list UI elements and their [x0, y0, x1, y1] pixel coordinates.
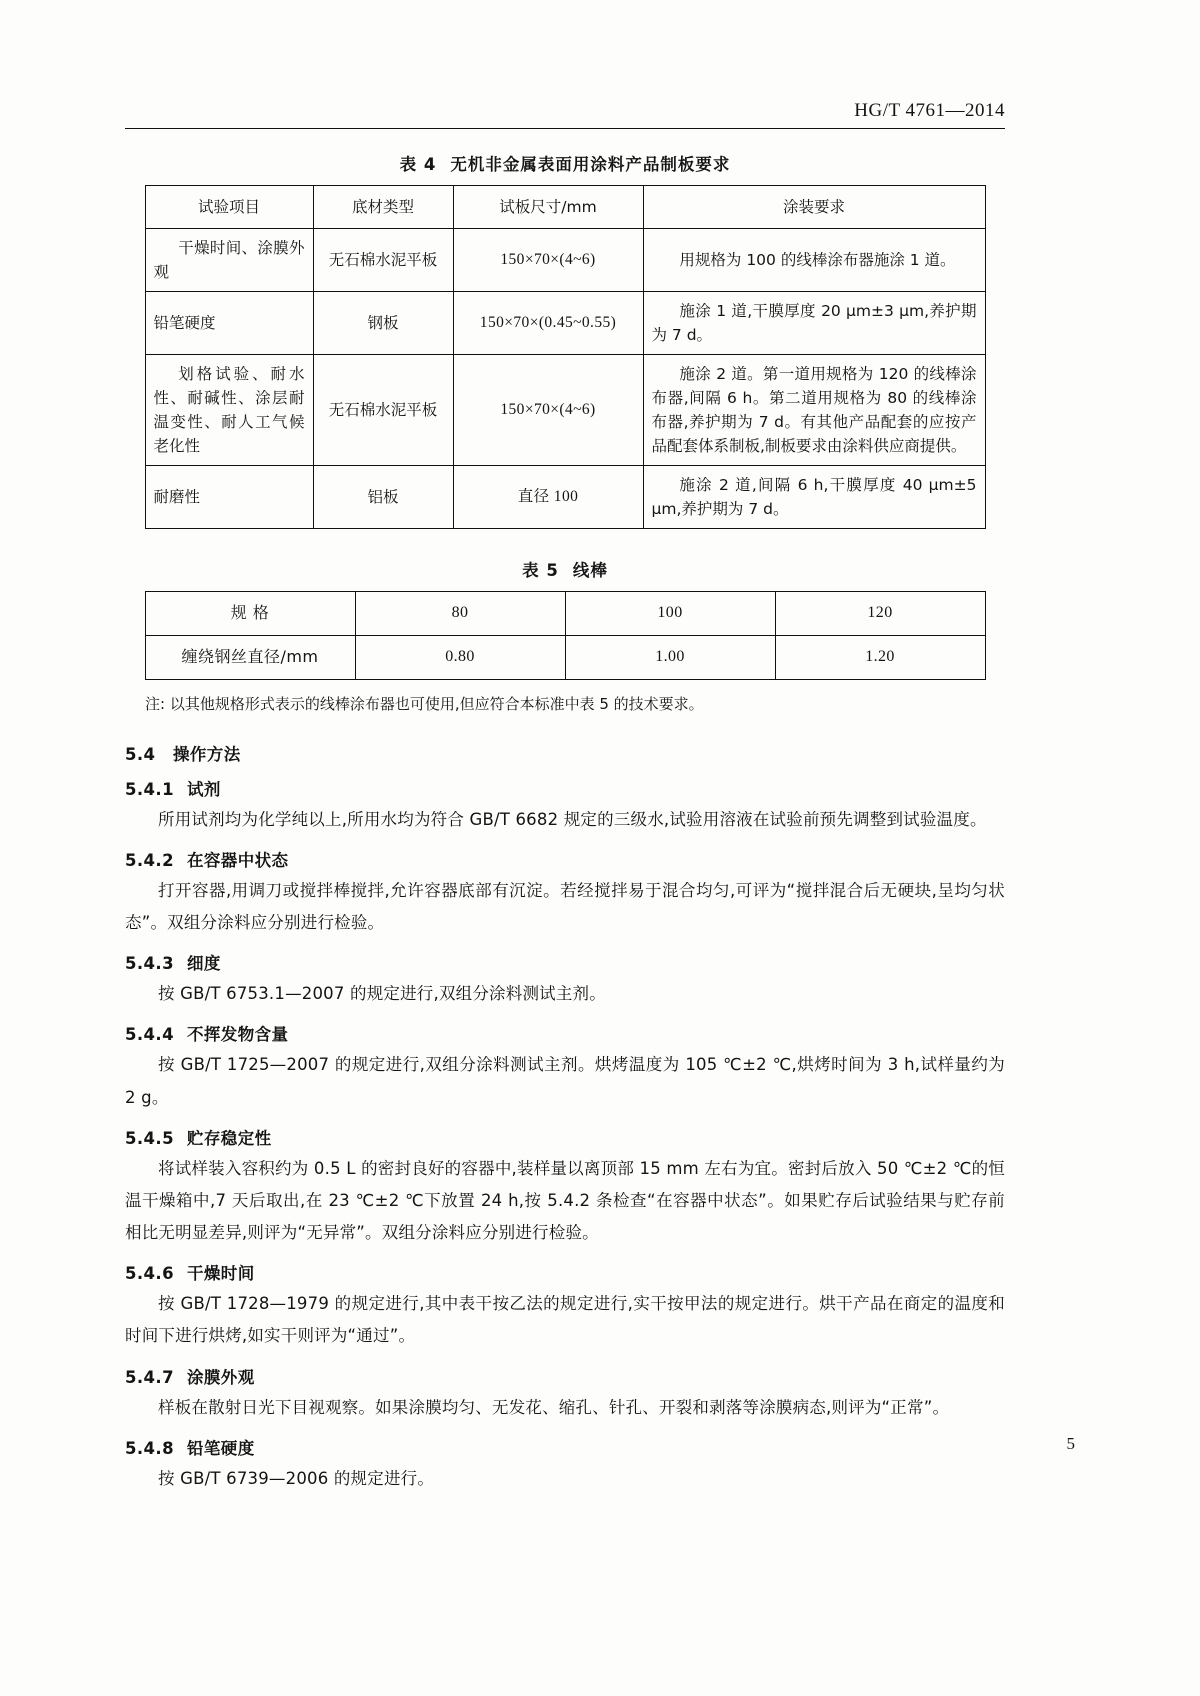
section-paragraph: 按 GB/T 1725—2007 的规定进行,双组分涂料测试主剂。烘烤温度为 105 ℃±2 ℃,烘烤时间为 3 h,试样量约为 2 g。 [125, 1055, 1005, 1107]
section-number: 5.4.3 [125, 954, 174, 974]
section-title: 操作方法 [173, 744, 241, 764]
table5-spec-100: 100 [565, 592, 775, 636]
table4-r2-size: 150×70×(4~6) [453, 355, 643, 466]
section-number: 5.4.4 [125, 1025, 174, 1045]
section-number: 5.4.8 [125, 1438, 174, 1458]
table5-spec-120: 120 [775, 592, 985, 636]
table5-diameter-80: 0.80 [355, 635, 565, 679]
table5-diameter-100: 1.00 [565, 635, 775, 679]
table4-header-row [145, 186, 985, 229]
table4-r0-item: 干燥时间、涂膜外观 [145, 229, 313, 292]
table4-caption-label: 表 4 [399, 155, 437, 174]
table4-r2-requirement: 施涂 2 道。第一道用规格为 120 的线棒涂布器,间隔 6 h。第二道用规格为 80 的线棒涂布器,养护期为 7 d。有其他产品配套的应按产品配套体系制板,制板要求由涂料供应商提供。 [643, 355, 985, 466]
section-paragraph: 所用试剂均为化学纯以上,所用水均为符合 GB/T 6682 规定的三级水,试验用溶液在试验前预先调整到试验温度。 [158, 809, 987, 829]
section-5-4-5 [125, 1125, 1005, 1250]
table5-caption [125, 557, 1005, 581]
table4-r3-requirement: 施涂 2 道,间隔 6 h,干膜厚度 40 μm±5 μm,养护期为 7 d。 [643, 466, 985, 529]
section-5-4-8 [125, 1435, 1005, 1495]
table4-r2-substrate: 无石棉水泥平板 [313, 355, 453, 466]
table5-row-label-diameter: 缠绕钢丝直径/mm [145, 635, 355, 679]
table4-caption-title: 无机非金属表面用涂料产品制板要求 [450, 155, 731, 174]
section-number: 5.4.5 [125, 1128, 174, 1148]
table4-caption [125, 151, 1005, 175]
section-number: 5.4.6 [125, 1264, 174, 1284]
table5-caption-title: 线棒 [572, 561, 608, 581]
section-heading [125, 776, 1005, 800]
section-paragraph: 打开容器,用调刀或搅拌棒搅拌,允许容器底部有沉淀。若经搅拌易于混合均匀,可评为“搅拌混合后无硬块,呈均匀状态”。双组分涂料应分别进行检验。 [125, 880, 1005, 933]
section-5-4-4 [125, 1021, 1005, 1113]
section-5-4-2 [125, 847, 1005, 939]
page-content [125, 100, 1005, 1497]
table4-r1-requirement: 施涂 1 道,干膜厚度 20 μm±3 μm,养护期为 7 d。 [643, 292, 985, 355]
table4-r3-item: 耐磨性 [145, 466, 313, 529]
section-title: 在容器中状态 [187, 850, 289, 870]
section-paragraph: 按 GB/T 6753.1—2007 的规定进行,双组分涂料测试主剂。 [158, 984, 606, 1004]
table-row [145, 355, 985, 466]
table4 [145, 185, 986, 529]
table5-row-label-spec: 规 格 [145, 592, 355, 636]
section-heading [125, 847, 1005, 871]
page-number: 5 [1066, 1434, 1075, 1453]
table4-r3-substrate: 铝板 [313, 466, 453, 529]
section-heading [125, 1435, 1005, 1459]
section-title: 贮存稳定性 [187, 1128, 272, 1148]
table4-r0-substrate: 无石棉水泥平板 [313, 229, 453, 292]
table4-r0-size: 150×70×(4~6) [453, 229, 643, 292]
table4-col-item: 试验项目 [145, 186, 313, 229]
table4-r1-substrate: 钢板 [313, 292, 453, 355]
section-heading [125, 741, 1005, 765]
section-paragraph: 样板在散射日光下目视观察。如果涂膜均匀、无发花、缩孔、针孔、开裂和剥落等涂膜病态,则评为“正常”。 [158, 1397, 950, 1417]
section-number: 5.4.7 [125, 1367, 174, 1387]
table4-r1-size: 150×70×(0.45~0.55) [453, 292, 643, 355]
section-heading [125, 1021, 1005, 1045]
table5-diameter-120: 1.20 [775, 635, 985, 679]
header-divider [125, 128, 1005, 129]
section-5-4-6 [125, 1260, 1005, 1352]
section-title: 细度 [187, 954, 221, 974]
section-paragraph: 按 GB/T 1728—1979 的规定进行,其中表干按乙法的规定进行,实干按甲法的规定进行。烘干产品在商定的温度和时间下进行烘烤,如实干则评为“通过”。 [125, 1294, 1005, 1346]
section-title: 不挥发物含量 [187, 1025, 289, 1045]
table-row [145, 635, 985, 679]
standard-number: HG/T 4761—2014 [854, 100, 1005, 121]
running-header [125, 100, 1005, 126]
section-heading [125, 1260, 1005, 1284]
section-5-4-1 [125, 776, 1005, 836]
section-title: 涂膜外观 [187, 1367, 255, 1387]
section-paragraph: 将试样装入容积约为 0.5 L 的密封良好的容器中,装样量以离顶部 15 mm 左右为宜。密封后放入 50 ℃±2 ℃的恒温干燥箱中,7 天后取出,在 23 ℃±2 ℃下放置 24 h,按 5.4.2 条检查“在容器中状态”。如果贮存后试验结果与贮存前相比无明显差异,则评为“无异常”。双组分涂料应分别进行检验。 [125, 1158, 1005, 1243]
section-heading [125, 1125, 1005, 1149]
table4-r3-size: 直径 100 [453, 466, 643, 529]
table5-spec-80: 80 [355, 592, 565, 636]
table5-note: 注: 以其他规格形式表示的线棒涂布器也可使用,但应符合本标准中表 5 的技术要求。 [145, 694, 704, 713]
section-title: 干燥时间 [187, 1264, 255, 1284]
table-row [145, 292, 985, 355]
section-5-4-3 [125, 950, 1005, 1010]
section-5-4-7 [125, 1364, 1005, 1424]
table4-r1-item: 铅笔硬度 [145, 292, 313, 355]
section-paragraph: 按 GB/T 6739—2006 的规定进行。 [158, 1468, 435, 1488]
table5-caption-label: 表 5 [522, 561, 559, 581]
table-row [145, 466, 985, 529]
table-row [145, 592, 985, 636]
section-5-4 [125, 741, 1005, 765]
table4-r0-requirement: 用规格为 100 的线棒涂布器施涂 1 道。 [643, 229, 985, 292]
section-heading [125, 950, 1005, 974]
section-number: 5.4.2 [125, 850, 174, 870]
section-title: 铅笔硬度 [187, 1438, 255, 1458]
table4-r2-item: 划格试验、耐水性、耐碱性、涂层耐温变性、耐人工气候老化性 [145, 355, 313, 466]
section-number: 5.4.1 [125, 779, 174, 799]
section-title: 试剂 [187, 779, 221, 799]
section-heading [125, 1364, 1005, 1388]
table4-col-substrate: 底材类型 [313, 186, 453, 229]
table5 [145, 591, 986, 680]
table-row [145, 229, 985, 292]
table4-col-requirement: 涂装要求 [643, 186, 985, 229]
table4-col-size: 试板尺寸/mm [453, 186, 643, 229]
section-number: 5.4 [125, 744, 156, 764]
